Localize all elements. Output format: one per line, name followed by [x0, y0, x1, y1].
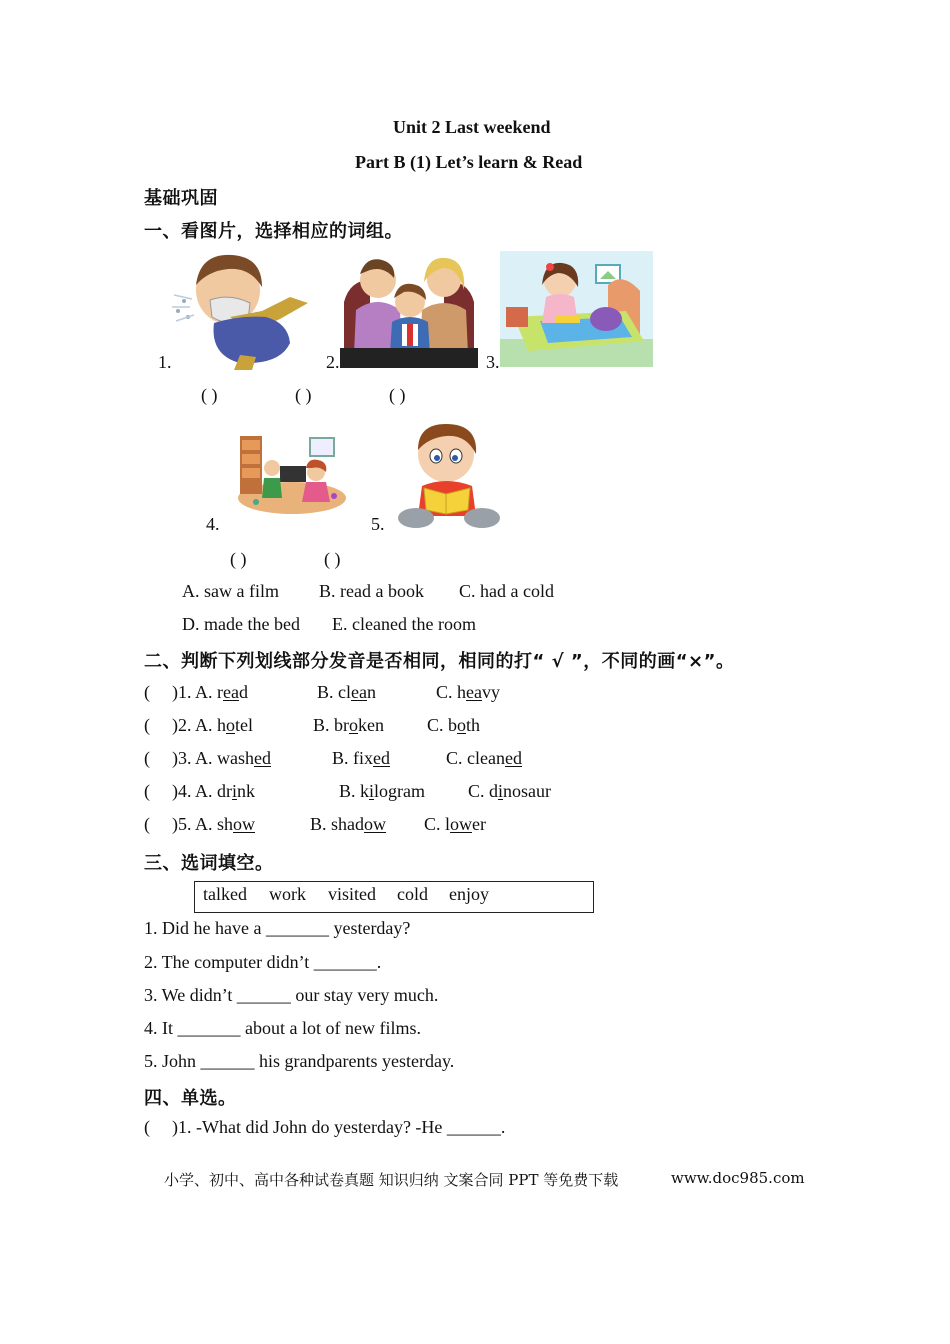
section2-heading: 二、判断下列划线部分发音是否相同，相同的打“ √ ”，不同的画“×”。 — [144, 651, 735, 672]
picture-1-number: 1. — [158, 352, 172, 372]
option-b: B. read a book — [319, 581, 424, 601]
footer-website-link[interactable]: www.doc985.com — [671, 1169, 805, 1187]
unit-title: Unit 2 Last weekend — [393, 117, 551, 137]
option-e: E. cleaned the room — [332, 614, 476, 634]
word-bank-enjoy: enjoy — [449, 884, 489, 904]
pronunciation-item-1-c: C. heavy — [436, 682, 500, 702]
pronunciation-item-5: ( )5. A. show — [144, 814, 256, 834]
basics-heading: 基础巩固 — [144, 188, 218, 209]
kids-cleaning-room-icon — [236, 432, 348, 518]
part-title: Part B (1) Let’s learn & Read — [355, 152, 583, 172]
word-bank-cold: cold — [397, 884, 428, 904]
boy-reading-book-icon — [396, 420, 504, 530]
pronunciation-item-5-c: C. lower — [424, 814, 487, 834]
girl-making-bed-icon — [500, 251, 653, 367]
fill-sentence-2: 2. The computer didn’t _______. — [144, 952, 382, 972]
answer-blank-2[interactable]: ( ) — [295, 385, 312, 405]
option-d: D. made the bed — [182, 614, 300, 634]
word-bank-box — [194, 881, 594, 913]
footer-promo-text: 小学、初中、高中各种试卷真题 知识归纳 文案合同 PPT 等免费下载 — [164, 1171, 619, 1189]
pronunciation-item-2-b: B. broken — [313, 715, 385, 735]
fill-sentence-4: 4. It _______ about a lot of new films. — [144, 1018, 421, 1038]
section1-heading: 一、看图片，选择相应的词组。 — [144, 221, 403, 242]
answer-blank-5[interactable]: ( ) — [324, 549, 341, 569]
pronunciation-item-2: ( )2. A. hotel — [144, 715, 253, 735]
answer-blank-4[interactable]: ( ) — [230, 549, 247, 569]
word-bank-visited: visited — [328, 884, 376, 904]
sneezing-boy-icon — [170, 245, 320, 370]
word-bank-work: work — [269, 884, 306, 904]
pronunciation-item-3-b: B. fixed — [332, 748, 391, 768]
family-movie-icon — [340, 250, 478, 368]
pronunciation-item-3: ( )3. A. washed — [144, 748, 271, 768]
pronunciation-item-3-c: C. cleaned — [446, 748, 522, 768]
pronunciation-item-1-b: B. clean — [317, 682, 376, 702]
pronunciation-item-4: ( )4. A. drink — [144, 781, 256, 801]
word-bank-talked: talked — [203, 884, 247, 904]
fill-sentence-1: 1. Did he have a _______ yesterday? — [144, 918, 411, 938]
picture-3-number: 3. — [486, 352, 500, 372]
option-a: A. saw a film — [182, 581, 279, 601]
picture-4-number: 4. — [206, 514, 220, 534]
answer-blank-3[interactable]: ( ) — [389, 385, 406, 405]
fill-sentence-3: 3. We didn’t ______ our stay very much. — [144, 985, 439, 1005]
option-c: C. had a cold — [459, 581, 554, 601]
pronunciation-item-4-b: B. kilogram — [339, 781, 426, 801]
picture-5-number: 5. — [371, 514, 385, 534]
pronunciation-item-5-b: B. shadow — [310, 814, 387, 834]
choice-question-1: ( )1. -What did John do yesterday? -He ______. — [144, 1117, 506, 1137]
picture-2-number: 2. — [326, 352, 340, 372]
answer-blank-1[interactable]: ( ) — [201, 385, 218, 405]
fill-sentence-5: 5. John ______ his grandparents yesterday. — [144, 1051, 455, 1071]
pronunciation-item-2-c: C. both — [427, 715, 481, 735]
section3-heading: 三、选词填空。 — [144, 853, 274, 874]
pronunciation-item-1: ( )1. A. read — [144, 682, 248, 702]
pronunciation-item-4-c: C. dinosaur — [468, 781, 552, 801]
section4-heading: 四、单选。 — [144, 1088, 237, 1109]
